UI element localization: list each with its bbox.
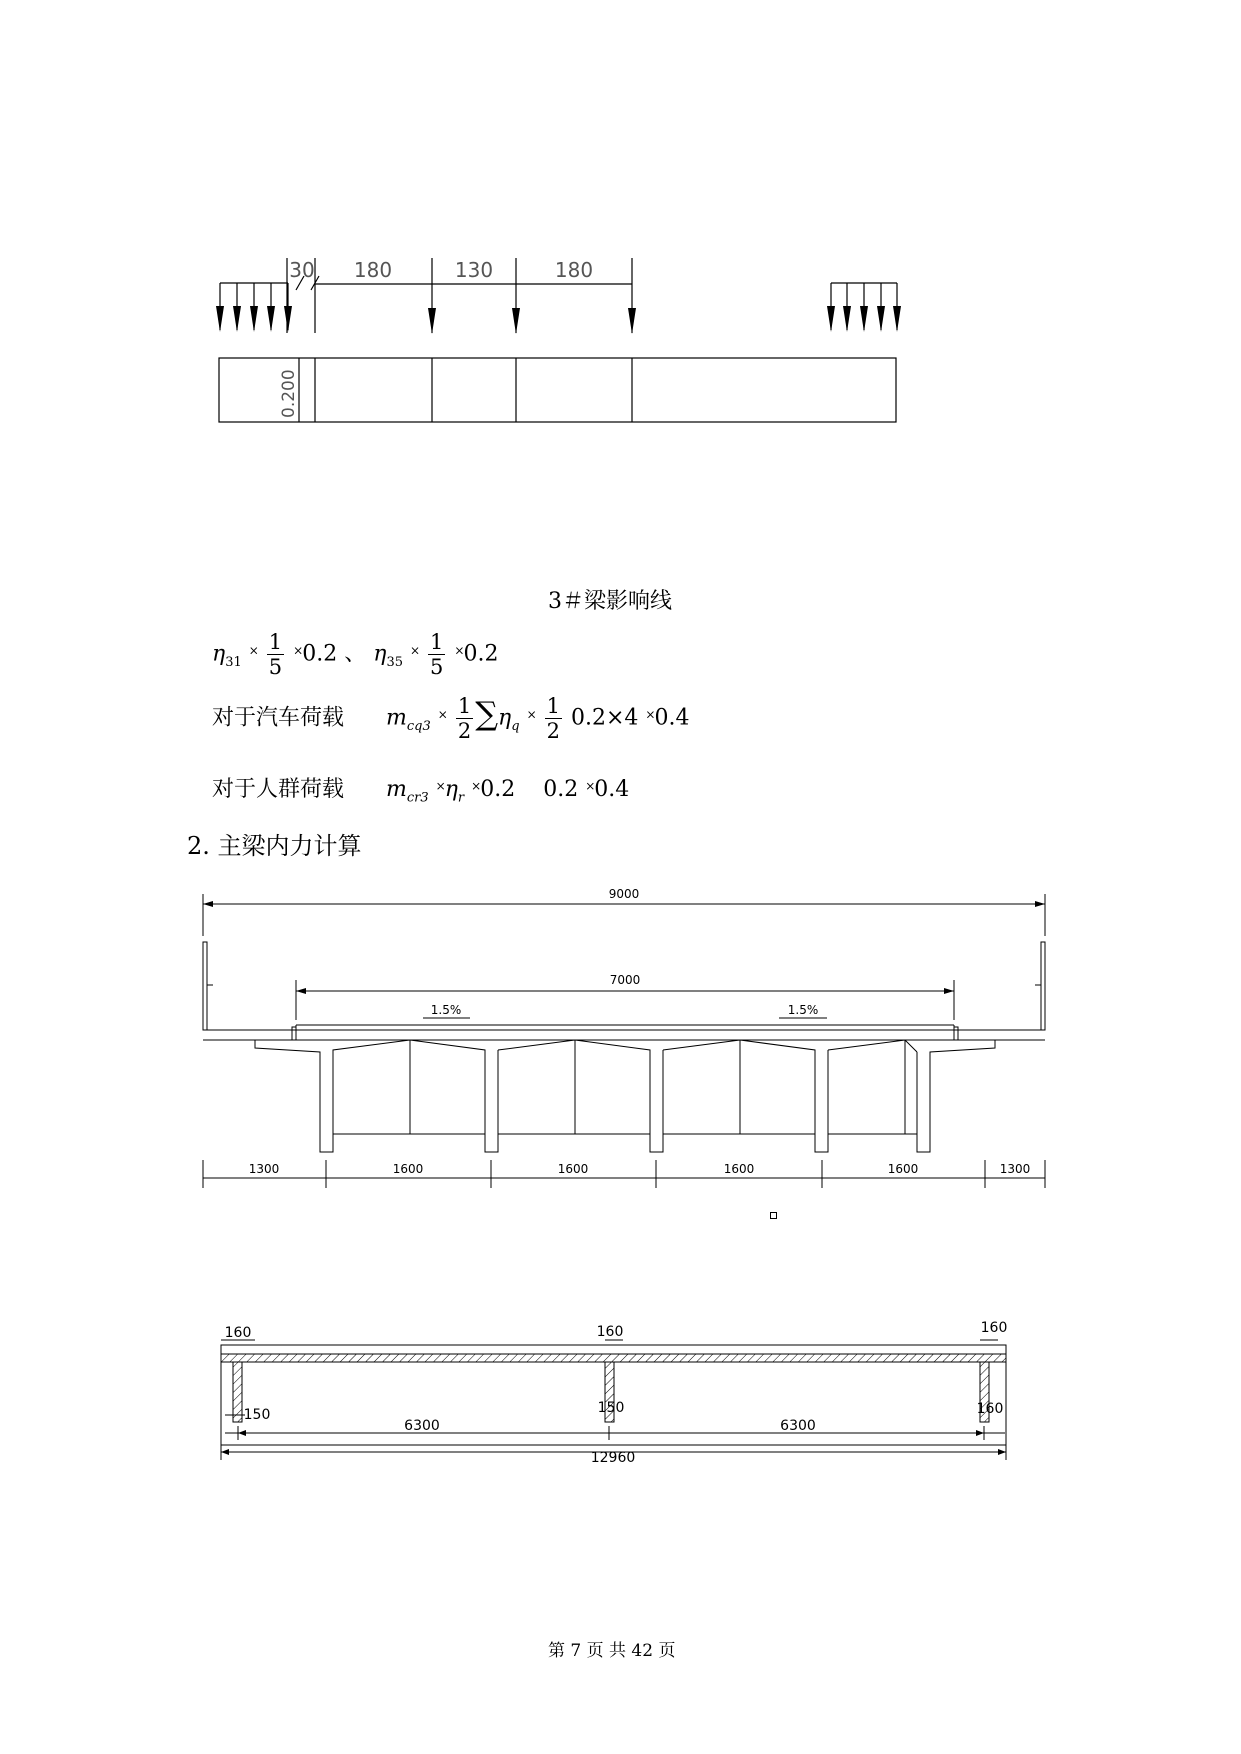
frac-den: 2	[546, 719, 560, 743]
spacing-2: 1600	[392, 1162, 424, 1176]
eta-q-subscript: q	[511, 718, 520, 734]
formula-vehicle-load: 对于汽车荷载 $m_{cq3}$ × $\frac{1}{2}$ $\sum\eta_q$ × $\frac{1}{2}$ 0.2×4 ×0.4	[212, 694, 690, 743]
fraction-half-a	[456, 694, 473, 743]
slope-left: 1.5%	[430, 1003, 462, 1017]
fraction-half-b	[545, 694, 562, 743]
dim-right-web: 160	[976, 1401, 1004, 1417]
spacing-4: 1600	[723, 1162, 755, 1176]
crowd-result: 0.4	[594, 777, 630, 802]
crowd-expr-1: 0.2	[480, 777, 516, 802]
vehicle-load-label: 对于汽车荷载	[212, 705, 345, 731]
frac-num: 1	[430, 630, 444, 654]
fraction-1-5-a	[267, 630, 284, 679]
m-subscript: cq3	[406, 718, 431, 734]
dim-180-a: 180	[353, 258, 393, 282]
spacing-5: 1600	[887, 1162, 919, 1176]
m-symbol: m	[386, 777, 407, 802]
dim-span-left: 6300	[404, 1418, 440, 1434]
eta35-subscript: 35	[386, 654, 403, 670]
formula-crowd-load: 对于人群荷载 $m_{cr3}$ $^\times\eta_r$ ×0.2 0.2 ×0.4	[212, 777, 630, 806]
eta31-symbol: η	[212, 641, 226, 667]
crowd-load-label: 对于人群荷载	[212, 777, 345, 802]
frac-den: 2	[457, 719, 472, 743]
formula-eta: $\eta_{31}$ × $\frac{1}{5}$ ×0.2 、 $\eta_{35}$ × $\frac{1}{5}$ ×0.2	[212, 630, 499, 679]
small-square-marker	[770, 1212, 777, 1219]
eta-r-subscript: r	[457, 790, 465, 806]
dim-130: 130	[454, 258, 494, 282]
eta-r: η	[444, 777, 458, 802]
slope-right: 1.5%	[787, 1003, 819, 1017]
m-subscript: cr3	[406, 790, 429, 806]
separator: 、	[344, 641, 367, 667]
dim-30: 30	[289, 258, 315, 282]
dim-left-web: 150	[243, 1407, 271, 1423]
dim-180-b: 180	[554, 258, 594, 282]
fraction-1-5-b	[428, 630, 445, 679]
dim-mid-top: 160	[596, 1324, 624, 1340]
eta35-symbol: η	[373, 641, 387, 667]
eta31-value: 0.2	[302, 641, 338, 667]
eta-q: η	[498, 705, 512, 731]
dim-mid-web: 150	[597, 1400, 625, 1416]
dim-total-width: 9000	[608, 887, 640, 901]
page-footer: 第 7 页 共 42 页	[548, 1641, 676, 1661]
eta35-value: 0.2	[463, 641, 499, 667]
influence-line-diagram	[200, 248, 920, 488]
frac-num: 1	[546, 694, 560, 718]
section-heading: 2. 主梁内力计算	[187, 832, 362, 860]
frac-den: 5	[268, 655, 283, 679]
dim-roadway-width: 7000	[609, 973, 641, 987]
dim-total: 12960	[590, 1450, 636, 1466]
dim-right-top: 160	[980, 1320, 1008, 1336]
frac-num: 1	[268, 630, 283, 654]
bridge-cross-section	[195, 880, 1055, 1200]
spacing-1: 1300	[248, 1162, 280, 1176]
dim-left-top: 160	[224, 1325, 252, 1341]
frac-den: 5	[430, 655, 444, 679]
dim-span-right: 6300	[780, 1418, 816, 1434]
crowd-expr-2: 0.2	[543, 777, 579, 802]
ordinate-value: 0.200	[279, 369, 299, 418]
frac-num: 1	[457, 694, 472, 718]
spacing-6: 1300	[999, 1162, 1031, 1176]
eta31-subscript: 31	[225, 654, 242, 670]
plan-section-diagram	[205, 1310, 1025, 1470]
spacing-3: 1600	[557, 1162, 589, 1176]
m-symbol: m	[386, 705, 407, 731]
figure-caption: 3＃梁影响线	[548, 589, 672, 614]
vehicle-result: 0.4	[654, 705, 690, 731]
vehicle-expr: 0.2×4	[571, 705, 639, 731]
sum-symbol: ∑	[475, 694, 499, 733]
